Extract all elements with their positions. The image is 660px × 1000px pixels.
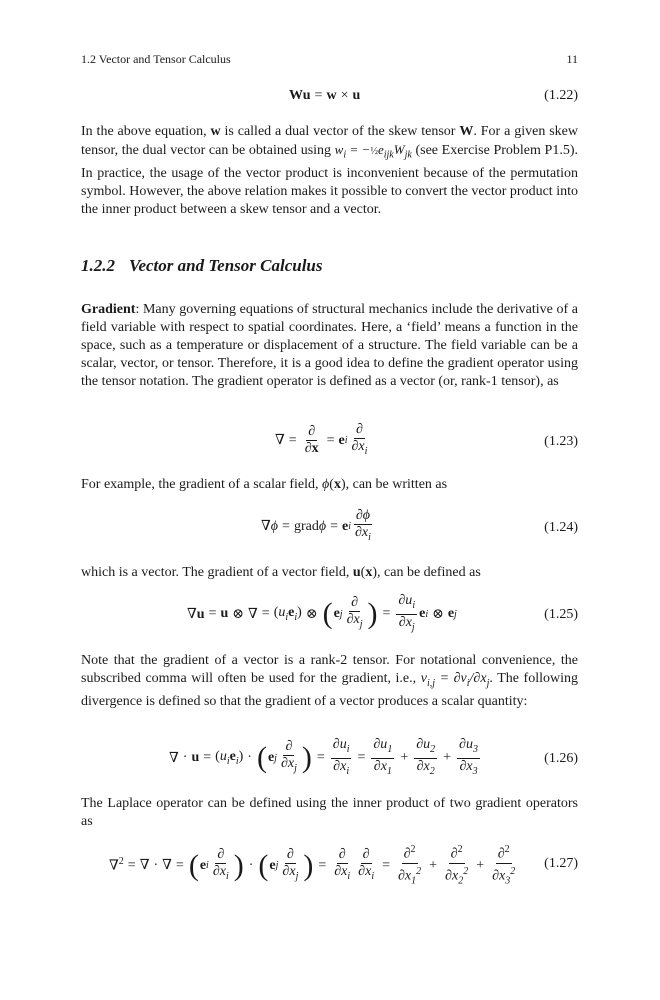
equation-1-25: ∇u = u ⊗ ∇ = $(u_ie_i)$ ⊗ ( e j $\frac{\partial}{\partial x_j}$ ) = $\frac{\partial u_i}{\partial x_j}$ e i ⊗ e j (1.25) [187,593,578,633]
paragraph-laplace: The Laplace operator can be defined using the inner product of two gradient operators as [81,796,578,829]
paragraph-dual-vector: In the above equation, w is called a dual vector of the skew tensor W. For a given skew tensor, the dual vector can be obtained using $w_i$ = $-\frac{1}{2}e_{ijk}W_{jk}$ (see Exercise Problem P1.5). In practice, the usage of the vector product is inconvenient because of the permutation symbol. However, the above relation makes it possible to convert the vector product into the inner product between a skew tensor and a vector. [81,124,579,217]
header-section: 1.2 Vector and Tensor Calculus [81,52,231,66]
equation-number: (1.24) [544,520,578,535]
equation-1-27: ∇$^2$ = ∇ · ∇ = ( e i $\frac{\partial}{\partial x_i}$ ) · ( e j $\frac{\partial}{\partial x_j}$ ) = $\frac{\partial}{\partial x_i}$ $\frac{\partial}{\partial x_i}$ = $\frac{\partial^2}{\partial x_1^2}$ + $\frac{\partial^2}{\partial x_2^2}$ + $\frac{\partial^2}{\partial x_3^2}$ (1.27) [109,844,578,887]
paragraph-scalar-example: For example, the gradient of a scalar field, ϕ(x), can be written as [81,477,448,492]
equation-1-24: ∇ϕ = gradϕ = e i $\frac{\partial\phi}{\partial x_i}$ (1.24) [261,508,578,543]
equation-number: (1.26) [544,751,578,766]
paragraph-divergence-note: Note that the gradient of a vector is a rank-2 tensor. For notational convenience, the subscribed comma will often be used for the gradient, i.e., $v_{i,j} = \partial v_i/\partial x_j$. The following divergence is defined so that the gradient of a vector produces a scalar quantity: [81,653,578,709]
paragraph-vector-field: which is a vector. The gradient of a vector field, u(x), can be defined as [81,565,481,580]
section-heading: 1.2.2 Vector and Tensor Calculus [81,256,323,275]
equation-1-26: ∇ · u = $(u_ie_i)$ · ( e j $\frac{\partial}{\partial x_j}$ ) = $\frac{\partial u_i}{\partial x_i}$ = $\frac{\partial u_1}{\partial x_1}$ + $\frac{\partial u_2}{\partial x_2}$ + $\frac{\partial u_3}{\partial x_3}$ (1.26) [169,737,578,777]
equation-number: (1.27) [544,856,578,871]
equation-1-23: ∇ = $\frac{\partial}{\partial x}$ = e i $\frac{\partial}{\partial x_i}$ (1.23) [275,422,578,457]
equation-number: (1.22) [544,88,578,103]
equation-number: (1.25) [544,607,578,622]
page-number: 11 [566,52,578,66]
paragraph-gradient: Gradient: Many governing equations of structural mechanics include the derivative of a field variable with respect to spatial coordinates. Here, a ‘field’ means a function in the space, such as a temperature or displacement of a structure. The field variable can be a scalar, vector, or tensor. Therefore, it is a good idea to define the gradient operator using the tensor notation. The gradient operator is defined as a vector (or, rank-1 tensor), as [81,302,578,389]
equation-number: (1.23) [544,434,578,449]
